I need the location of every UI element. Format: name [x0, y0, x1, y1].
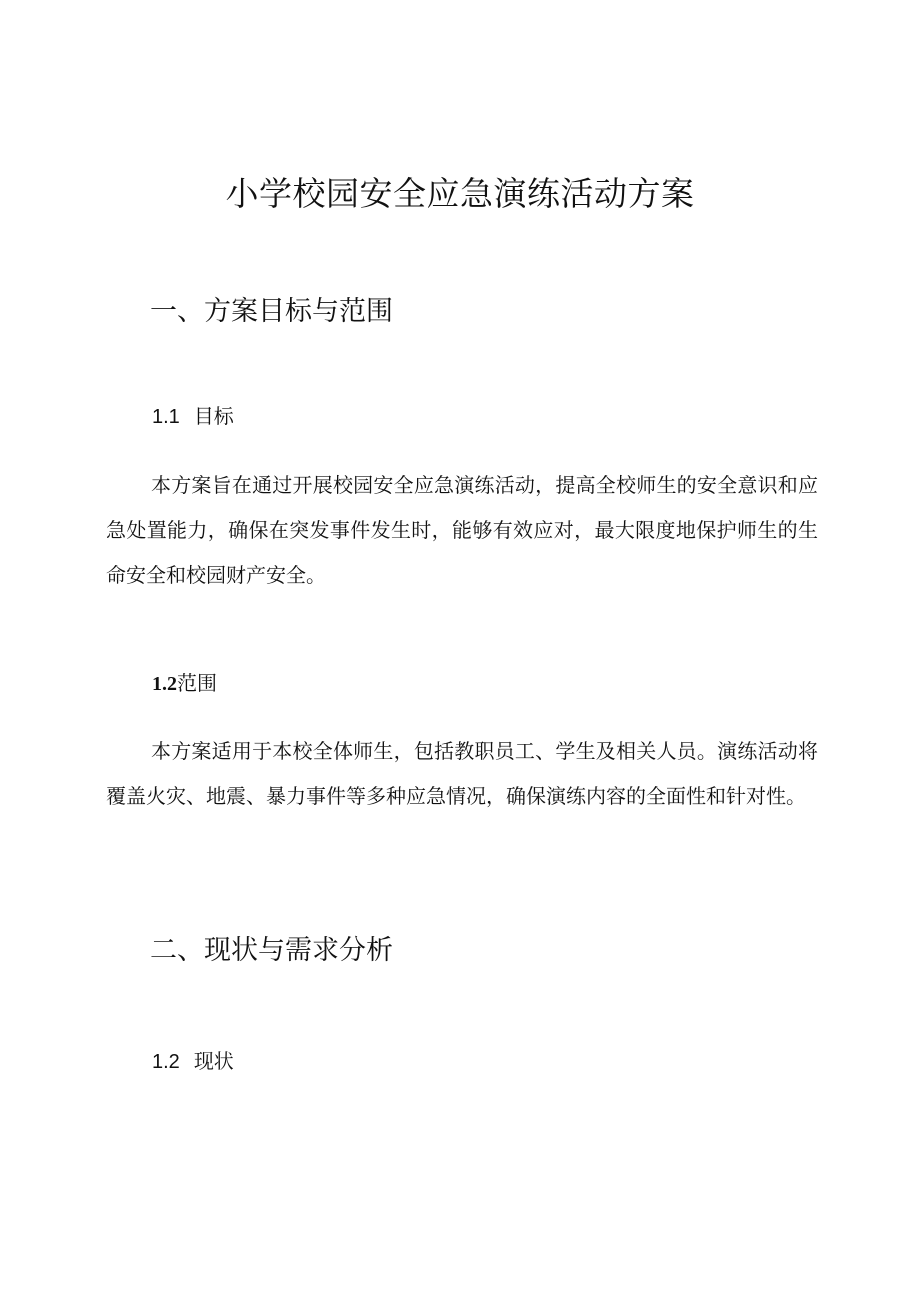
- subsection-number: 1.1: [152, 406, 180, 428]
- subsection-number: 1.2: [152, 1051, 180, 1073]
- paragraph-scope: 本方案适用于本校全体师生，包括教职员工、学生及相关人员。演练活动将覆盖火灾、地震、暴力事件等多种应急情况，确保演练内容的全面性和针对性。: [106, 739, 818, 808]
- paragraph-goal: 本方案旨在通过开展校园安全应急演练活动，提高全校师生的安全意识和应急处置能力，确保在突发事件发生时，能够有效应对，最大限度地保护师生的生命安全和校园财产安全。: [106, 473, 818, 587]
- subsection-heading-goal: [152, 401, 234, 432]
- subsection-label: 范围: [177, 671, 217, 695]
- section-heading-goals-scope: 一、方案目标与范围: [150, 296, 393, 327]
- document-title: 小学校园安全应急演练活动方案: [225, 174, 695, 213]
- subsection-heading-scope: [152, 668, 217, 699]
- section-heading-status-needs: 二、现状与需求分析: [150, 935, 393, 966]
- subsection-label: 现状: [193, 1049, 234, 1073]
- subsection-number: 1.2: [152, 673, 177, 695]
- subsection-label: 目标: [193, 404, 234, 428]
- subsection-heading-status: [152, 1046, 234, 1077]
